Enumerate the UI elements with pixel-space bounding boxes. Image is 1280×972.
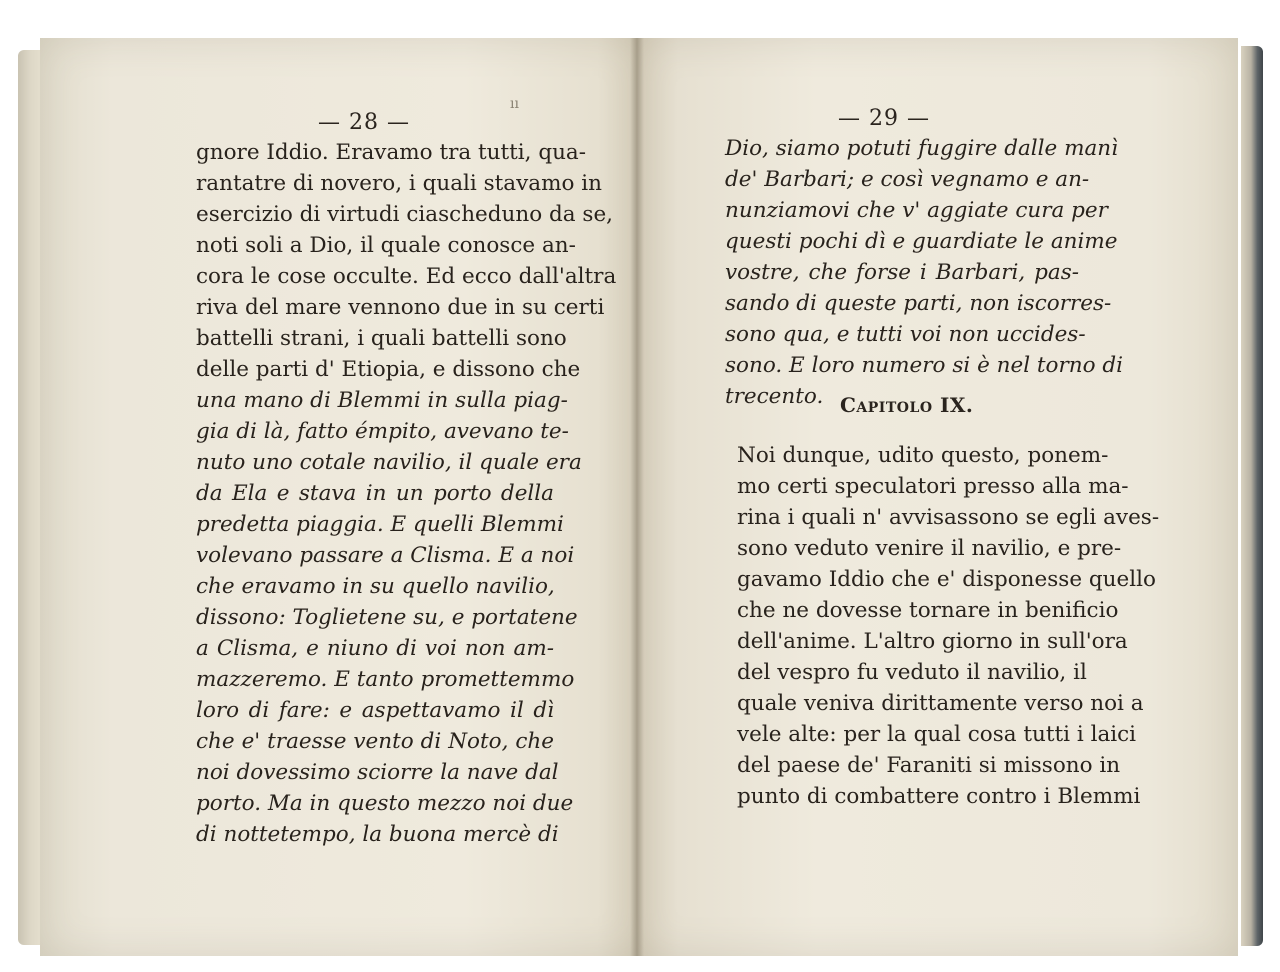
chapter-heading: Capitolo IX. <box>840 393 974 417</box>
text-line: vele alte: per la qual cosa tutti i laici <box>737 722 1137 747</box>
printer-mark: ıı <box>510 96 519 112</box>
text-line: noi dovessimo sciorre la nave dal <box>196 760 559 785</box>
right-page-text-bottom <box>737 440 1160 812</box>
text-line: quale veniva dirittamente verso noi a <box>737 691 1144 716</box>
text-line: dell'anime. L'altro giorno in sull'ora <box>737 629 1128 654</box>
text-line: di nottetempo, la buona mercè di <box>196 822 559 847</box>
text-line: che e' traesse vento di Noto, che <box>196 729 554 754</box>
text-line: de' Barbari; e così vegnamo e an- <box>725 167 1090 192</box>
text-line: da Ela e stava in un porto della <box>196 481 554 506</box>
text-line: del vespro fu veduto il navilio, il <box>737 660 1087 685</box>
text-line: cora le cose occulte. Ed ecco dall'altra <box>196 264 617 289</box>
text-line: questi pochi dì e guardiate le anime <box>725 229 1118 254</box>
text-line: loro di fare: e aspettavamo il dì <box>196 698 554 723</box>
text-line: sono qua, e tutti voi non uccides- <box>725 322 1086 347</box>
text-line: a Clisma, e niuno di voi non am- <box>196 636 554 661</box>
page-number-right: — 29 — <box>838 106 930 131</box>
text-line: sando di queste parti, non iscorres- <box>725 291 1112 316</box>
page-number-left: — 28 — <box>318 110 410 135</box>
text-line: che ne dovesse tornare in benificio <box>737 598 1119 623</box>
right-page-text-top <box>725 133 1124 412</box>
text-line: gnore Iddio. Eravamo tra tutti, qua- <box>196 140 587 165</box>
text-line: che eravamo in su quello navilio, <box>196 574 555 599</box>
text-line: Noi dunque, udito questo, ponem- <box>737 443 1109 468</box>
text-line: volevano passare a Clisma. E a noi <box>196 543 575 568</box>
text-line: trecento. <box>725 384 824 409</box>
text-line: gia di là, fatto émpito, avevano te- <box>196 419 569 444</box>
text-line: nuto uno cotale navilio, il quale era <box>196 450 582 475</box>
text-line: sono. E loro numero si è nel torno di <box>725 353 1124 378</box>
text-line: riva del mare vennono due in su certi <box>196 295 605 320</box>
text-line: predetta piaggia. E quelli Blemmi <box>196 512 564 537</box>
text-line: dissono: Toglietene su, e portatene <box>196 605 578 630</box>
text-line: porto. Ma in questo mezzo noi due <box>196 791 574 816</box>
text-line: Dio, siamo potuti fuggire dalle manì <box>725 136 1119 161</box>
text-line: mo certi speculatori presso alla ma- <box>737 474 1129 499</box>
text-line: noti soli a Dio, il quale conosce an- <box>196 233 576 258</box>
text-line: mazzeremo. E tanto promettemmo <box>196 667 575 692</box>
right-page-edges <box>1241 46 1263 946</box>
text-line: battelli strani, i quali battelli sono <box>196 326 567 351</box>
text-line: gavamo Iddio che e' disponesse quello <box>737 567 1156 592</box>
text-line: vostre, che forse i Barbari, pas- <box>725 260 1079 285</box>
left-page-text <box>196 137 617 850</box>
text-line: punto di combattere contro i Blemmi <box>737 784 1141 809</box>
text-line: una mano di Blemmi in sulla piag- <box>196 388 568 413</box>
text-line: nunziamovi che v' aggiate cura per <box>725 198 1108 223</box>
text-line: rantatre di novero, i quali stavamo in <box>196 171 602 196</box>
text-line: del paese de' Faraniti si missono in <box>737 753 1121 778</box>
text-line: sono veduto venire il navilio, e pre- <box>737 536 1122 561</box>
book-gutter <box>630 38 644 956</box>
text-line: esercizio di virtudi ciascheduno da se, <box>196 202 614 227</box>
text-line: rina i quali n' avvisassono se egli aves- <box>737 505 1160 530</box>
text-line: delle parti d' Etiopia, e dissono che <box>196 357 581 382</box>
